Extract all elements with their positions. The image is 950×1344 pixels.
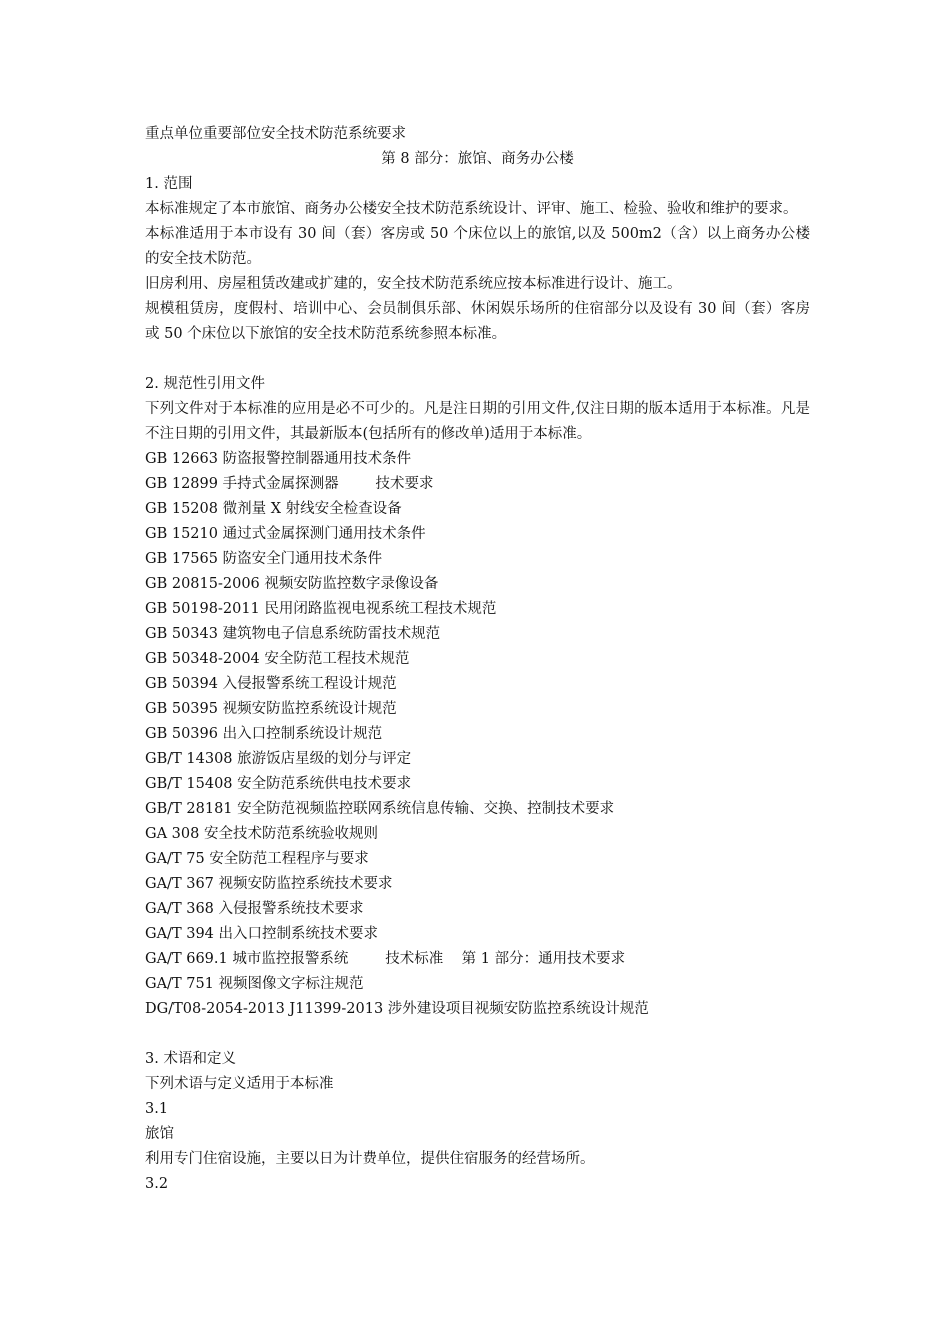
reference-item: GB 50394 入侵报警系统工程设计规范 <box>145 676 397 692</box>
term-definition: 利用专门住宿设施，主要以日为计费单位，提供住宿服务的经营场所。 <box>145 1151 595 1167</box>
reference-item: GB/T 28181 安全防范视频监控联网系统信息传输、交换、控制技术要求 <box>145 801 615 817</box>
reference-item: DG/T08-2054-2013 J11399-2013 涉外建设项目视频安防监控系统设计规范 <box>145 1001 649 1017</box>
paragraph: 旧房利用、房屋租赁改建或扩建的，安全技术防范系统应按本标准进行设计、施工。 <box>145 276 682 292</box>
reference-item: GA/T 669.1 城市监控报警系统 技术标准 第 1 部分：通用技术要求 <box>145 951 626 967</box>
reference-item: GA/T 394 出入口控制系统技术要求 <box>145 926 379 942</box>
paragraph: 下列术语与定义适用于本标准 <box>145 1076 334 1092</box>
reference-item: GB/T 15408 安全防范系统供电技术要求 <box>145 776 412 792</box>
section-terms-definitions <box>145 1047 810 1197</box>
section-heading: 1. 范围 <box>145 176 193 192</box>
reference-item: GA/T 751 视频图像文字标注规范 <box>145 976 364 992</box>
section-heading: 3. 术语和定义 <box>145 1051 236 1067</box>
reference-item: GB 50395 视频安防监控系统设计规范 <box>145 701 397 717</box>
reference-item: GB 12663 防盗报警控制器通用技术条件 <box>145 451 412 467</box>
reference-item: GB 15210 通过式金属探测门通用技术条件 <box>145 526 426 542</box>
document-page <box>145 122 810 1197</box>
document-part-title: 第 8 部分：旅馆、商务办公楼 <box>381 151 574 167</box>
paragraph: 本标准规定了本市旅馆、商务办公楼安全技术防范系统设计、评审、施工、检验、验收和维护的要求。 <box>145 201 798 217</box>
paragraph: 本标准适用于本市设有 30 间（套）客房或 50 个床位以上的旅馆,以及 500m2（含）以上商务办公楼的安全技术防范。 <box>145 226 810 267</box>
term-number: 3.2 <box>145 1176 169 1192</box>
reference-item: GB 17565 防盗安全门通用技术条件 <box>145 551 383 567</box>
blank-line <box>145 1022 810 1047</box>
reference-list <box>145 447 810 1022</box>
reference-item: GA/T 368 入侵报警系统技术要求 <box>145 901 364 917</box>
reference-item: GA 308 安全技术防范系统验收规则 <box>145 826 378 842</box>
section-normative-references <box>145 372 810 1022</box>
document-title: 重点单位重要部位安全技术防范系统要求 <box>145 126 406 142</box>
reference-item: GA/T 75 安全防范工程程序与要求 <box>145 851 369 867</box>
reference-item: GB 50396 出入口控制系统设计规范 <box>145 726 383 742</box>
paragraph: 下列文件对于本标准的应用是必不可少的。凡是注日期的引用文件,仅注日期的版本适用于本标准。凡是不注日期的引用文件，其最新版本(包括所有的修改单)适用于本标准。 <box>145 401 810 442</box>
reference-item: GB 15208 微剂量 X 射线安全检查设备 <box>145 501 402 517</box>
blank-line <box>145 347 810 372</box>
term-number: 3.1 <box>145 1101 169 1117</box>
section-heading: 2. 规范性引用文件 <box>145 376 265 392</box>
reference-item: GB 12899 手持式金属探测器 技术要求 <box>145 476 434 492</box>
reference-item: GB 20815-2006 视频安防监控数字录像设备 <box>145 576 439 592</box>
reference-item: GB/T 14308 旅游饭店星级的划分与评定 <box>145 751 412 767</box>
paragraph: 规模租赁房，度假村、培训中心、会员制俱乐部、休闲娱乐场所的住宿部分以及设有 30 间（套）客房或 50 个床位以下旅馆的安全技术防范系统参照本标准。 <box>145 301 810 342</box>
reference-item: GA/T 367 视频安防监控系统技术要求 <box>145 876 393 892</box>
reference-item: GB 50343 建筑物电子信息系统防雷技术规范 <box>145 626 441 642</box>
term-name: 旅馆 <box>145 1126 174 1142</box>
reference-item: GB 50348-2004 安全防范工程技术规范 <box>145 651 410 667</box>
reference-item: GB 50198-2011 民用闭路监视电视系统工程技术规范 <box>145 601 497 617</box>
section-scope <box>145 172 810 347</box>
